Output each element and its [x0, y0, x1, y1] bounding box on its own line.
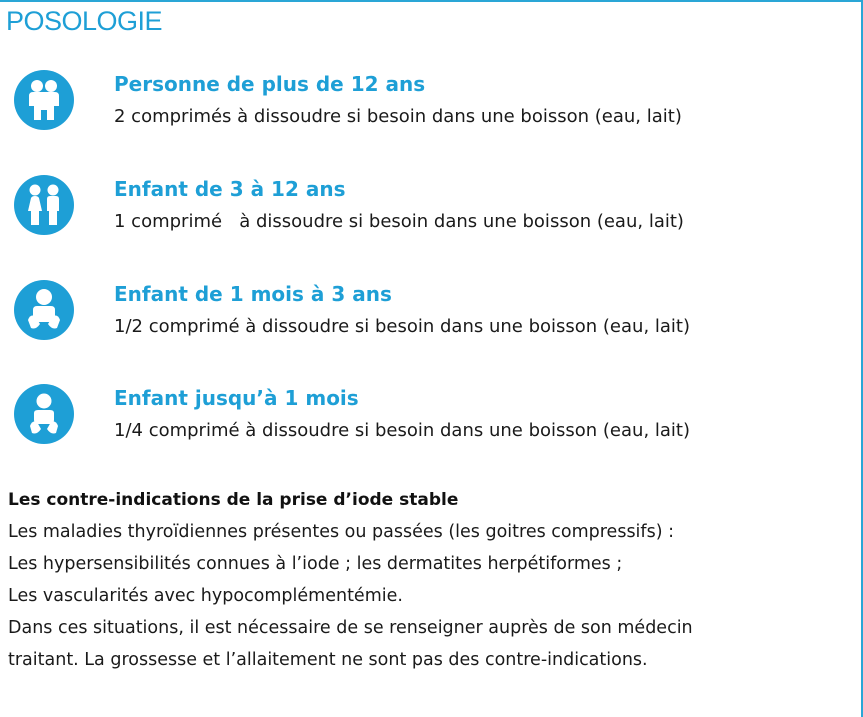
- dose-text: 2 comprimés à dissoudre si besoin dans une boisson (eau, lait): [114, 106, 682, 127]
- contraindications-line: Les maladies thyroïdiennes présentes ou passées (les goitres compressifs) :: [8, 522, 674, 542]
- contraindications-line: Les hypersensibilités connues à l’iode ; les dermatites herpétiformes ;: [8, 554, 623, 574]
- dose-item-baby: [0, 384, 863, 474]
- toddler-icon: [14, 280, 74, 340]
- contraindications-section: [8, 484, 858, 676]
- dose-text: 1/2 comprimé à dissoudre si besoin dans une boisson (eau, lait): [114, 316, 690, 337]
- dose-item-adult: [0, 70, 863, 160]
- children-icon: [14, 175, 74, 235]
- dose-title: Enfant de 1 mois à 3 ans: [114, 282, 392, 306]
- contraindications-title: Les contre-indications de la prise d’iode stable: [8, 490, 459, 510]
- contraindications-line: Les vascularités avec hypocomplémentémie.: [8, 586, 403, 606]
- dose-text: 1 comprimé à dissoudre si besoin dans une boisson (eau, lait): [114, 211, 684, 232]
- dose-text: 1/4 comprimé à dissoudre si besoin dans une boisson (eau, lait): [114, 420, 690, 441]
- dose-title: Enfant de 3 à 12 ans: [114, 177, 346, 201]
- contraindications-line: Dans ces situations, il est nécessaire de se renseigner auprès de son médecin: [8, 618, 693, 638]
- adult-person-icon: [14, 70, 74, 130]
- dose-title: Personne de plus de 12 ans: [114, 72, 426, 96]
- baby-icon: [14, 384, 74, 444]
- contraindications-line: traitant. La grossesse et l’allaitement ne sont pas des contre-indications.: [8, 650, 648, 670]
- dose-item-children: [0, 175, 863, 265]
- dose-item-toddler: [0, 280, 863, 370]
- section-title: POSOLOGIE: [6, 6, 163, 36]
- dose-title: Enfant jusqu’à 1 mois: [114, 386, 359, 410]
